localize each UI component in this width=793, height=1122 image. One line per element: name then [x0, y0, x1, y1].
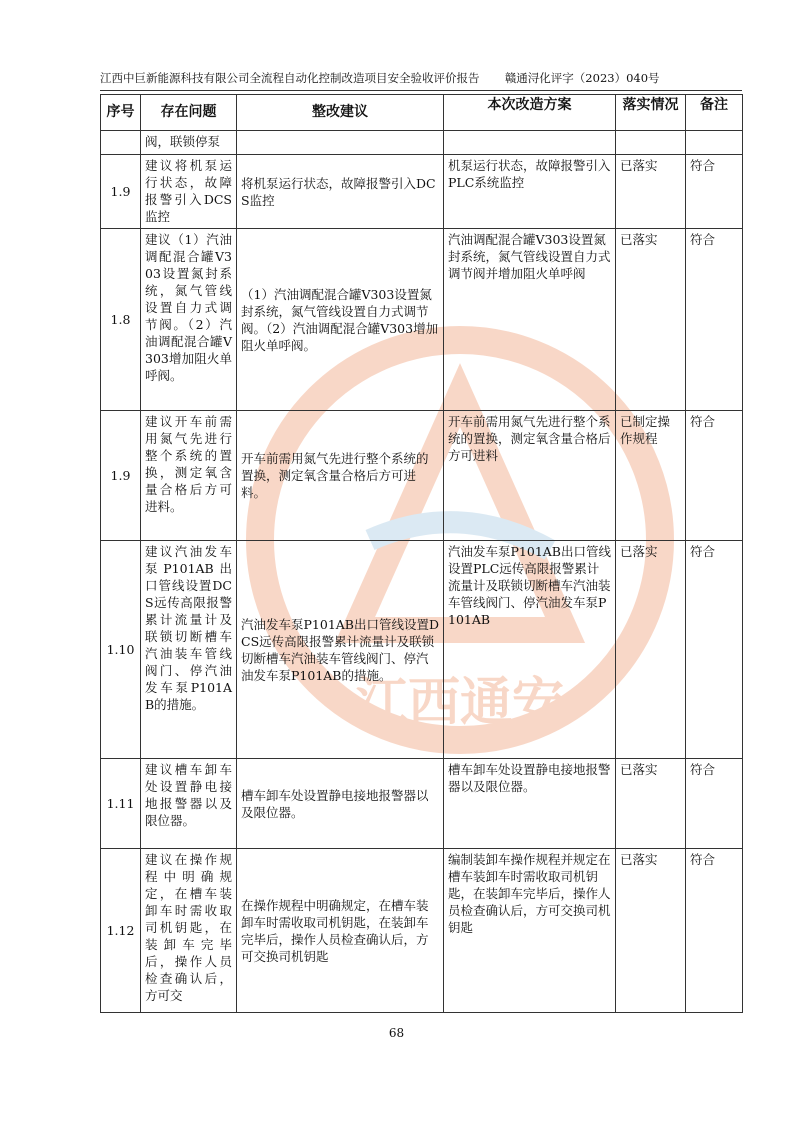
col-header-suggestion: 整改建议 — [237, 95, 444, 131]
row-suggestion: （1）汽油调配混合罐V303设置氮封系统，氮气管线设置自力式调节阀。（2）汽油调配混合罐V303增加阻火单呼阀。 — [237, 229, 444, 411]
row-seq: 1.8 — [101, 229, 141, 411]
row-status: 已落实 — [616, 155, 686, 229]
col-header-status: 落实情况 — [616, 95, 686, 131]
table-header-row — [101, 95, 743, 131]
table-row — [101, 759, 743, 849]
row-status: 已落实 — [616, 849, 686, 1013]
header-divider — [100, 90, 742, 91]
row-suggestion: 汽油发车泵P101AB出口管线设置DCS远传高限报警累计流量计及联锁切断槽车汽油装车管线阀门、停汽油发车泵P101AB的措施。 — [237, 541, 444, 759]
page-number: 68 — [388, 1026, 405, 1040]
row-seq: 1.9 — [101, 411, 141, 541]
row-seq — [101, 131, 141, 155]
row-status: 已落实 — [616, 229, 686, 411]
row-issue: 建议开车前需用氮气先进行整个系统的置换，测定氧含量合格后方可进料。 — [141, 411, 237, 541]
report-code: 赣通浔化评字（2023）040号 — [504, 71, 660, 85]
row-plan: 汽油调配混合罐V303设置氮封系统，氮气管线设置自力式调节阀并增加阻火单呼阀 — [444, 229, 616, 411]
row-seq: 1.11 — [101, 759, 141, 849]
row-plan — [444, 131, 616, 155]
table-row — [101, 411, 743, 541]
row-plan: 槽车卸车处设置静电接地报警器以及限位器。 — [444, 759, 616, 849]
col-header-issue: 存在问题 — [141, 95, 237, 131]
col-header-plan: 本次改造方案 — [444, 95, 616, 131]
row-issue: 建议汽油发车泵P101AB出口管线设置DCS远传高限报警累计流量计及联锁切断槽车汽油装车管线阀门、停汽油发车泵P101AB的措施。 — [141, 541, 237, 759]
row-seq: 1.10 — [101, 541, 141, 759]
col-header-note: 备注 — [686, 95, 743, 131]
row-suggestion — [237, 131, 444, 155]
table-row — [101, 541, 743, 759]
row-plan: 开车前需用氮气先进行整个系统的置换，测定氧含量合格后方可进料 — [444, 411, 616, 541]
row-suggestion: 将机泵运行状态，故障报警引入DCS监控 — [237, 155, 444, 229]
row-plan: 编制装卸车操作规程并规定在槽车装卸车时需收取司机钥匙，在装卸车完毕后，操作人员检查确认后，方可交换司机钥匙 — [444, 849, 616, 1013]
row-note: 符合 — [686, 155, 743, 229]
watermark-text: 江西通安 — [355, 673, 565, 733]
row-note: 符合 — [686, 411, 743, 541]
row-note: 符合 — [686, 759, 743, 849]
row-status: 已落实 — [616, 759, 686, 849]
row-issue: 建议将机泵运行状态，故障报警引入DCS监控 — [141, 155, 237, 229]
row-seq: 1.9 — [101, 155, 141, 229]
row-suggestion: 开车前需用氮气先进行整个系统的置换，测定氧含量合格后方可进料。 — [237, 411, 444, 541]
row-issue: 建议（1）汽油调配混合罐V303设置氮封系统，氮气管线设置自力式调节阀。（2）汽油调配混合罐V303增加阻火单呼阀。 — [141, 229, 237, 411]
row-issue: 建议槽车卸车处设置静电接地报警器以及限位器。 — [141, 759, 237, 849]
col-header-seq: 序号 — [101, 95, 141, 131]
table-row — [101, 229, 743, 411]
row-plan: 汽油发车泵P101AB出口管线设置PLC远传高限报警累计流量计及联锁切断槽车汽油装车管线阀门、停汽油发车泵P101AB — [444, 541, 616, 759]
row-note — [686, 131, 743, 155]
report-header — [100, 70, 740, 86]
row-issue: 建议在操作规程中明确规定，在槽车装卸车时需收取司机钥匙，在装卸车完毕后，操作人员检查确认后，方可交 — [141, 849, 237, 1013]
row-status: 已落实 — [616, 541, 686, 759]
row-seq: 1.12 — [101, 849, 141, 1013]
table-row — [101, 155, 743, 229]
row-suggestion: 在操作规程中明确规定，在槽车装卸车时需收取司机钥匙，在装卸车完毕后，操作人员检查确认后，方可交换司机钥匙 — [237, 849, 444, 1013]
row-plan: 机泵运行状态，故障报警引入PLC系统监控 — [444, 155, 616, 229]
table-row — [101, 849, 743, 1013]
row-note: 符合 — [686, 849, 743, 1013]
report-title: 江西中巨新能源科技有限公司全流程自动化控制改造项目安全验收评价报告 — [100, 71, 480, 85]
row-status: 已制定操作规程 — [616, 411, 686, 541]
row-issue: 阀，联锁停泵 — [141, 131, 237, 155]
table-row — [101, 131, 743, 155]
row-suggestion: 槽车卸车处设置静电接地报警器以及限位器。 — [237, 759, 444, 849]
rectification-table — [100, 94, 743, 1013]
row-note: 符合 — [686, 229, 743, 411]
row-note: 符合 — [686, 541, 743, 759]
row-status — [616, 131, 686, 155]
